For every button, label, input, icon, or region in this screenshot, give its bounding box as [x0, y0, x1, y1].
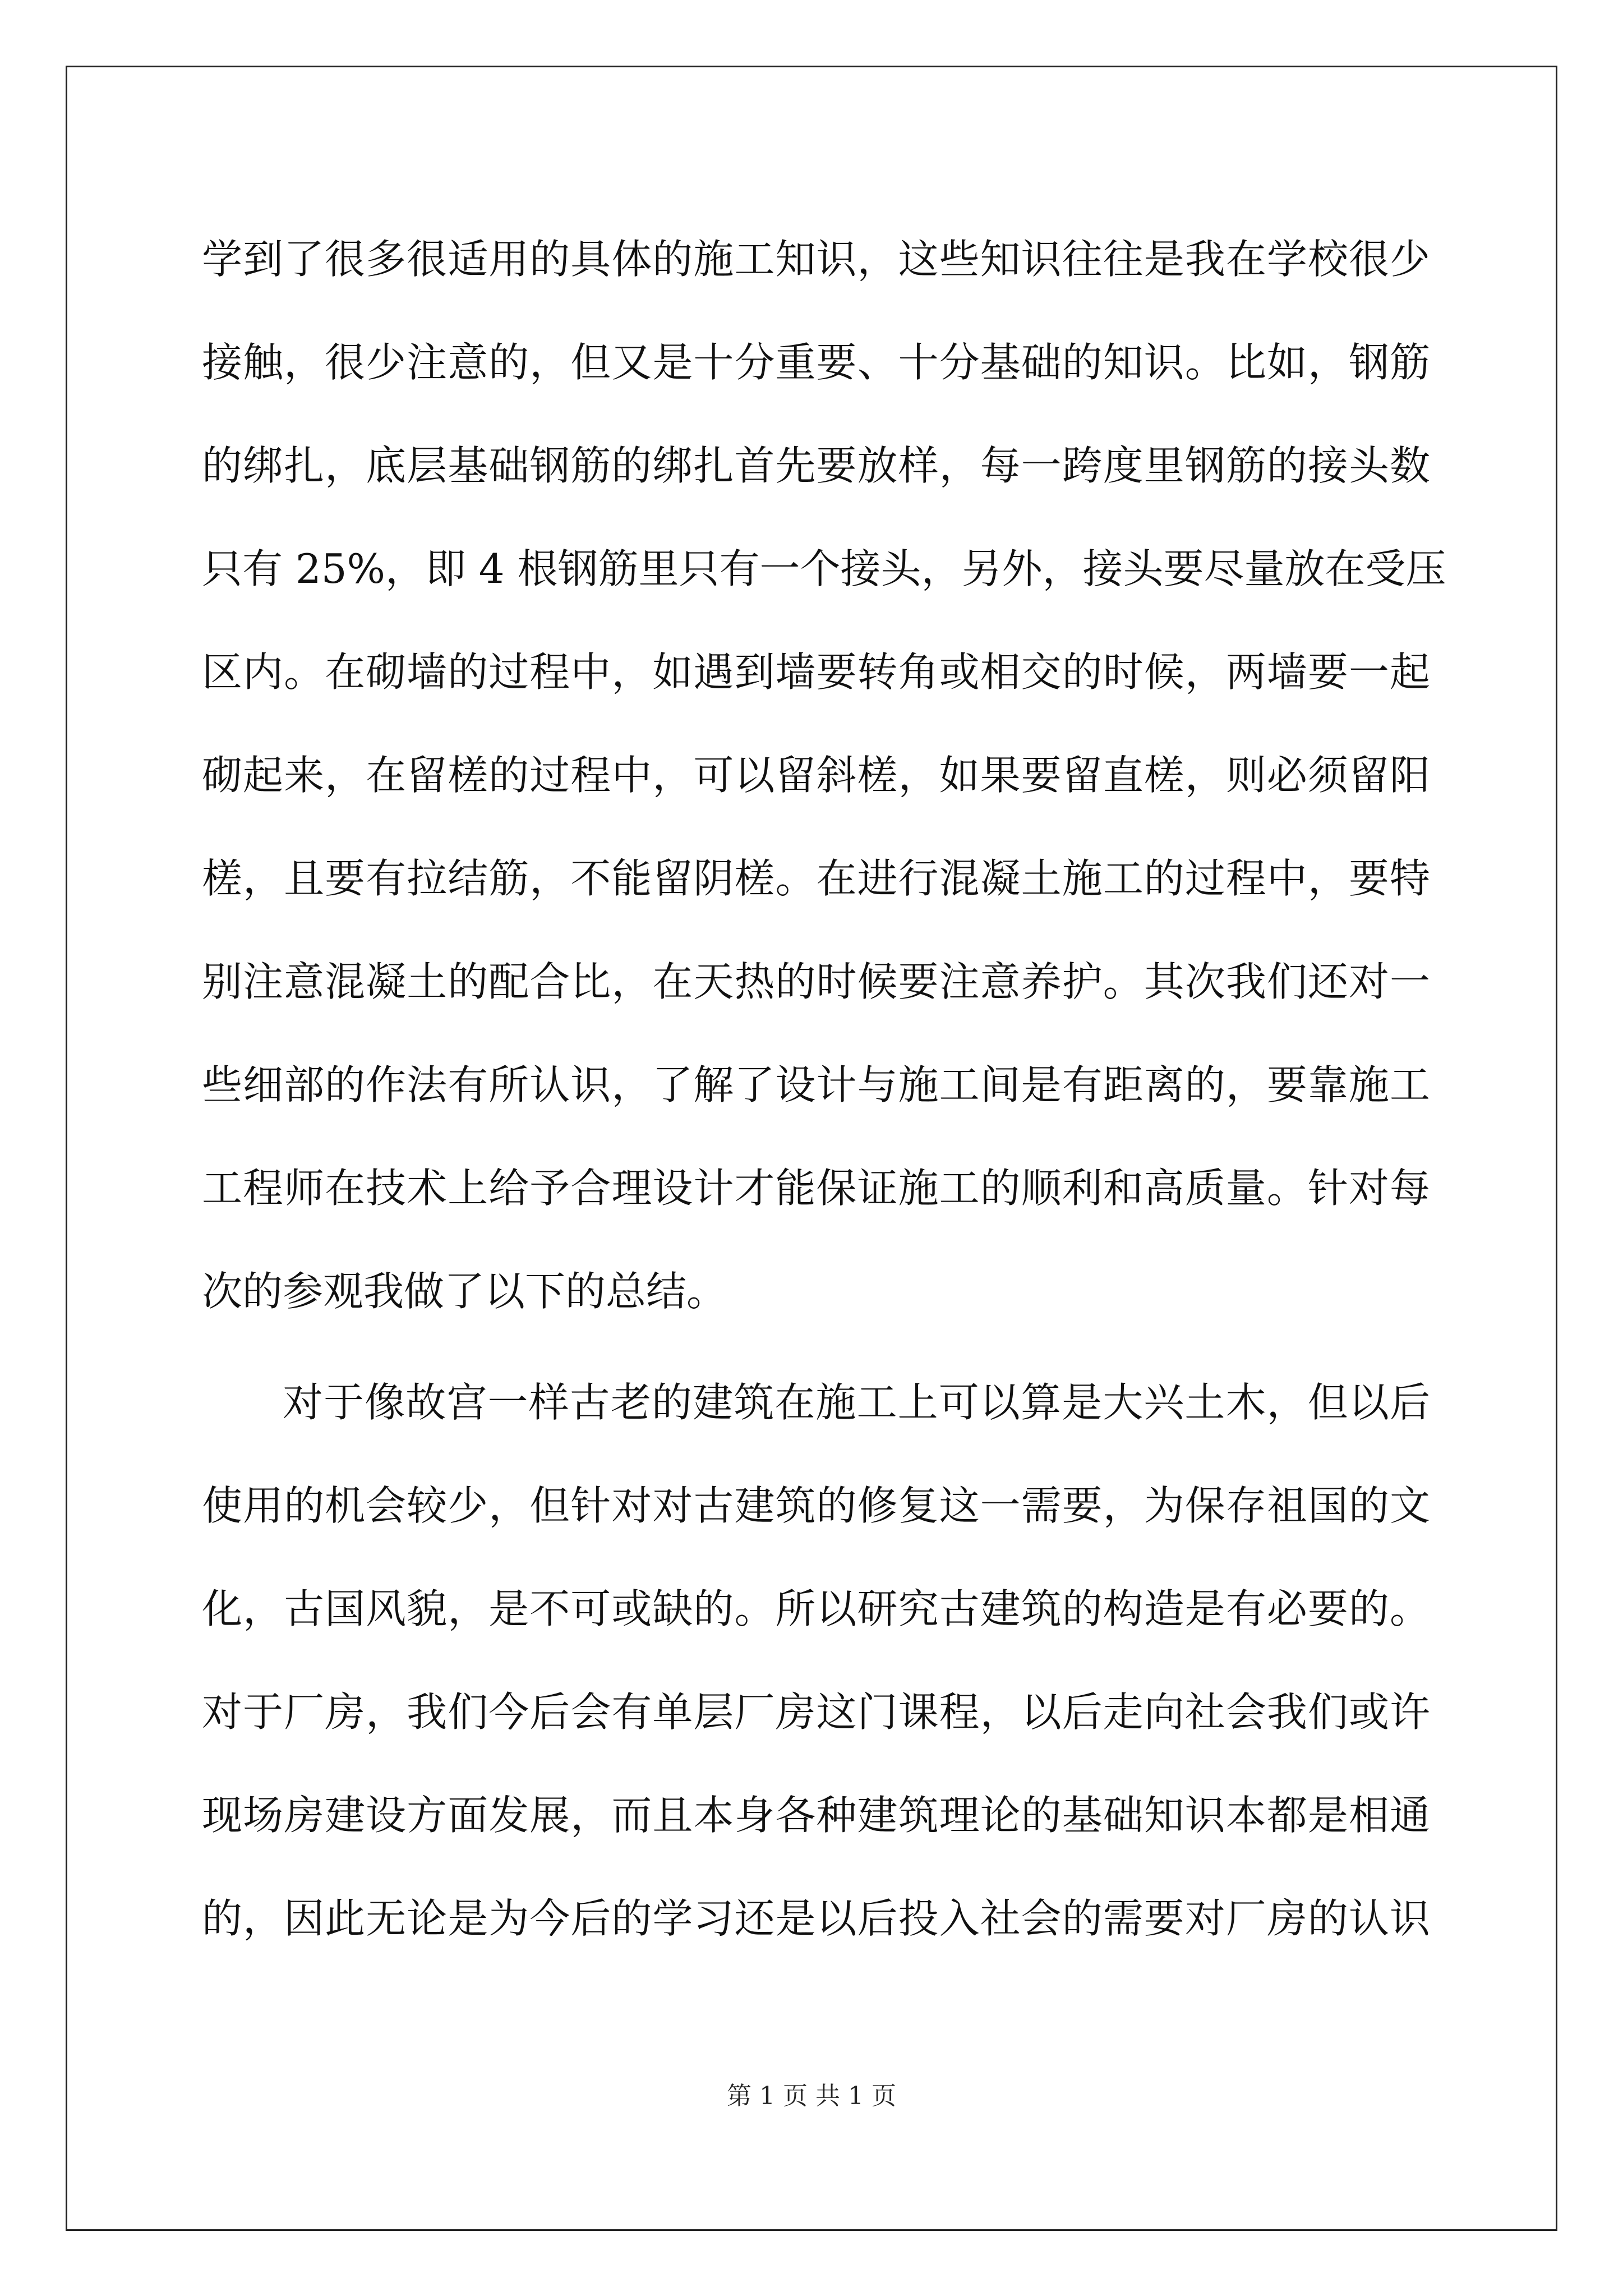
text-line: 接触，很少注意的，但又是十分重要、十分基础的知识。比如，钢筋 [202, 339, 1430, 386]
text-line: 的绑扎，底层基础钢筋的绑扎首先要放样，每一跨度里钢筋的接头数 [202, 442, 1430, 489]
text-line: 工程师在技术上给予合理设计才能保证施工的顺利和高质量。针对每 [202, 1165, 1430, 1212]
text-line: 次的参观我做了以下的总结。 [202, 1268, 727, 1315]
text-line: 别注意混凝土的配合比，在天热的时候要注意养护。其次我们还对一 [202, 958, 1430, 1005]
paragraph-1 [202, 208, 1446, 1343]
text-line: 只有 25%，即 4 根钢筋里只有一个接头，另外，接头要尽量放在受压 [202, 545, 1446, 592]
text-line: 槎，且要有拉结筋，不能留阴槎。在进行混凝土施工的过程中，要特 [202, 855, 1430, 902]
page-number-footer: 第 1 页 共 1 页 [727, 2082, 896, 2110]
text-line: 区内。在砌墙的过程中，如遇到墙要转角或相交的时候，两墙要一起 [202, 648, 1430, 696]
text-line: 化，古国风貌，是不可或缺的。所以研究古建筑的构造是有必要的。 [202, 1585, 1430, 1632]
paragraph-2 [202, 1351, 1430, 1970]
text-line: 的，因此无论是为今后的学习还是以后投入社会的需要对厂房的认识 [202, 1895, 1430, 1942]
text-line: 些细部的作法有所认识，了解了设计与施工间是有距离的，要靠施工 [202, 1061, 1430, 1108]
text-line: 学到了很多很适用的具体的施工知识，这些知识往往是我在学校很少 [202, 236, 1430, 283]
paragraph-spacer [202, 1343, 1430, 1351]
text-line: 对于厂房，我们今后会有单层厂房这门课程，以后走向社会我们或许 [202, 1688, 1430, 1736]
document-body [202, 208, 1446, 1970]
text-line: 砌起来，在留槎的过程中，可以留斜槎，如果要留直槎，则必须留阳 [202, 752, 1430, 799]
text-line: 使用的机会较少，但针对对古建筑的修复这一需要，为保存祖国的文 [202, 1482, 1430, 1529]
text-line: 对于像故宫一样古老的建筑在施工上可以算是大兴土木，但以后 [283, 1379, 1430, 1426]
text-line: 现场房建设方面发展，而且本身各种建筑理论的基础知识本都是相通 [202, 1792, 1430, 1839]
